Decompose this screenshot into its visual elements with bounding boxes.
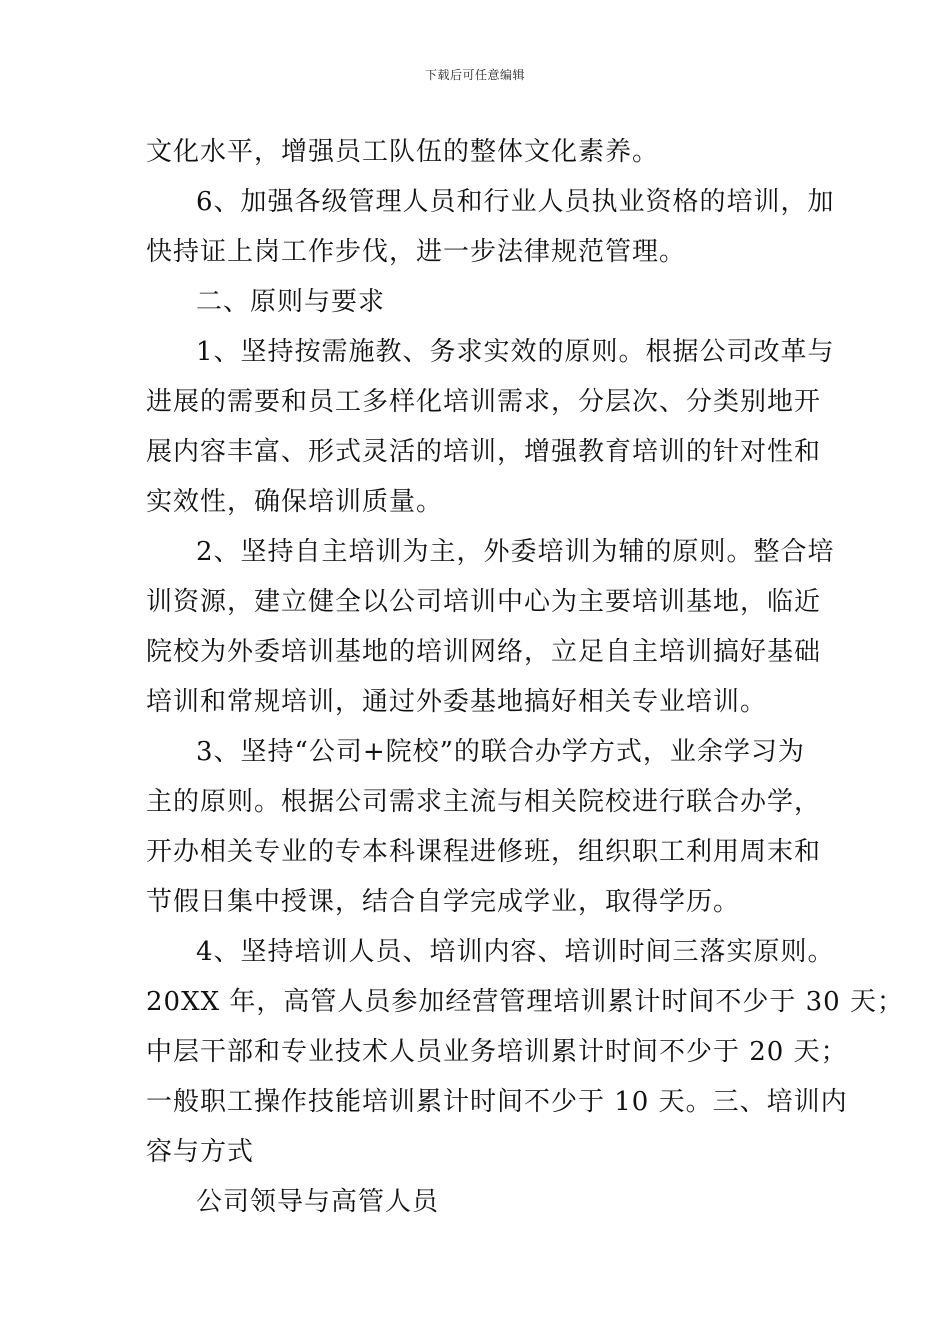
text-line: 训资源，建立健全以公司培训中心为主要培训基地，临近 [146, 587, 822, 617]
text-line: 展内容丰富、形式灵活的培训，增强教育培训的针对性和 [146, 437, 822, 467]
section-heading: 二、原则与要求 [196, 287, 386, 317]
text-line: 院校为外委培训基地的培训网络，立足自主培训搞好基础 [146, 637, 822, 667]
text-line: 6、加强各级管理人员和行业人员执业资格的培训，加 [196, 187, 835, 217]
text-line: 主的原则。根据公司需求主流与相关院校进行联合办学， [146, 787, 822, 817]
page-header: 下载后可任意编辑 [424, 68, 525, 82]
text-line: 一般职工操作技能培训累计时间不少于 10 天。三、培训内 [146, 1087, 848, 1117]
text-line: 快持证上岗工作步伐，进一步法律规范管理。 [146, 237, 687, 267]
text-line: 节假日集中授课，结合自学完成学业，取得学历。 [146, 887, 741, 917]
text-line: 实效性，确保培训质量。 [146, 487, 444, 517]
text-line: 4、坚持培训人员、培训内容、培训时间三落实原则。 [196, 937, 835, 967]
text-line: 容与方式 [146, 1137, 255, 1167]
text-line: 培训和常规培训，通过外委基地搞好相关专业培训。 [146, 687, 768, 717]
text-line: 文化水平，增强员工队伍的整体文化素养。 [146, 137, 660, 167]
text-line: 进展的需要和员工多样化培训需求，分层次、分类别地开 [146, 387, 822, 417]
text-line: 中层干部和专业技术人员业务培训累计时间不少于 20 天； [146, 1037, 848, 1067]
text-line: 2、坚持自主培训为主，外委培训为辅的原则。整合培 [196, 537, 835, 567]
text-line: 1、坚持按需施教、务求实效的原则。根据公司改革与 [196, 337, 835, 367]
text-line: 3、坚持“公司+院校”的联合办学方式，业余学习为 [196, 737, 805, 767]
text-line: 开办相关专业的专本科课程进修班，组织职工利用周末和 [146, 837, 822, 867]
subsection-heading: 公司领导与高管人员 [196, 1187, 440, 1217]
text-line: 20XX 年，高管人员参加经营管理培训累计时间不少于 30 天； [146, 987, 904, 1017]
